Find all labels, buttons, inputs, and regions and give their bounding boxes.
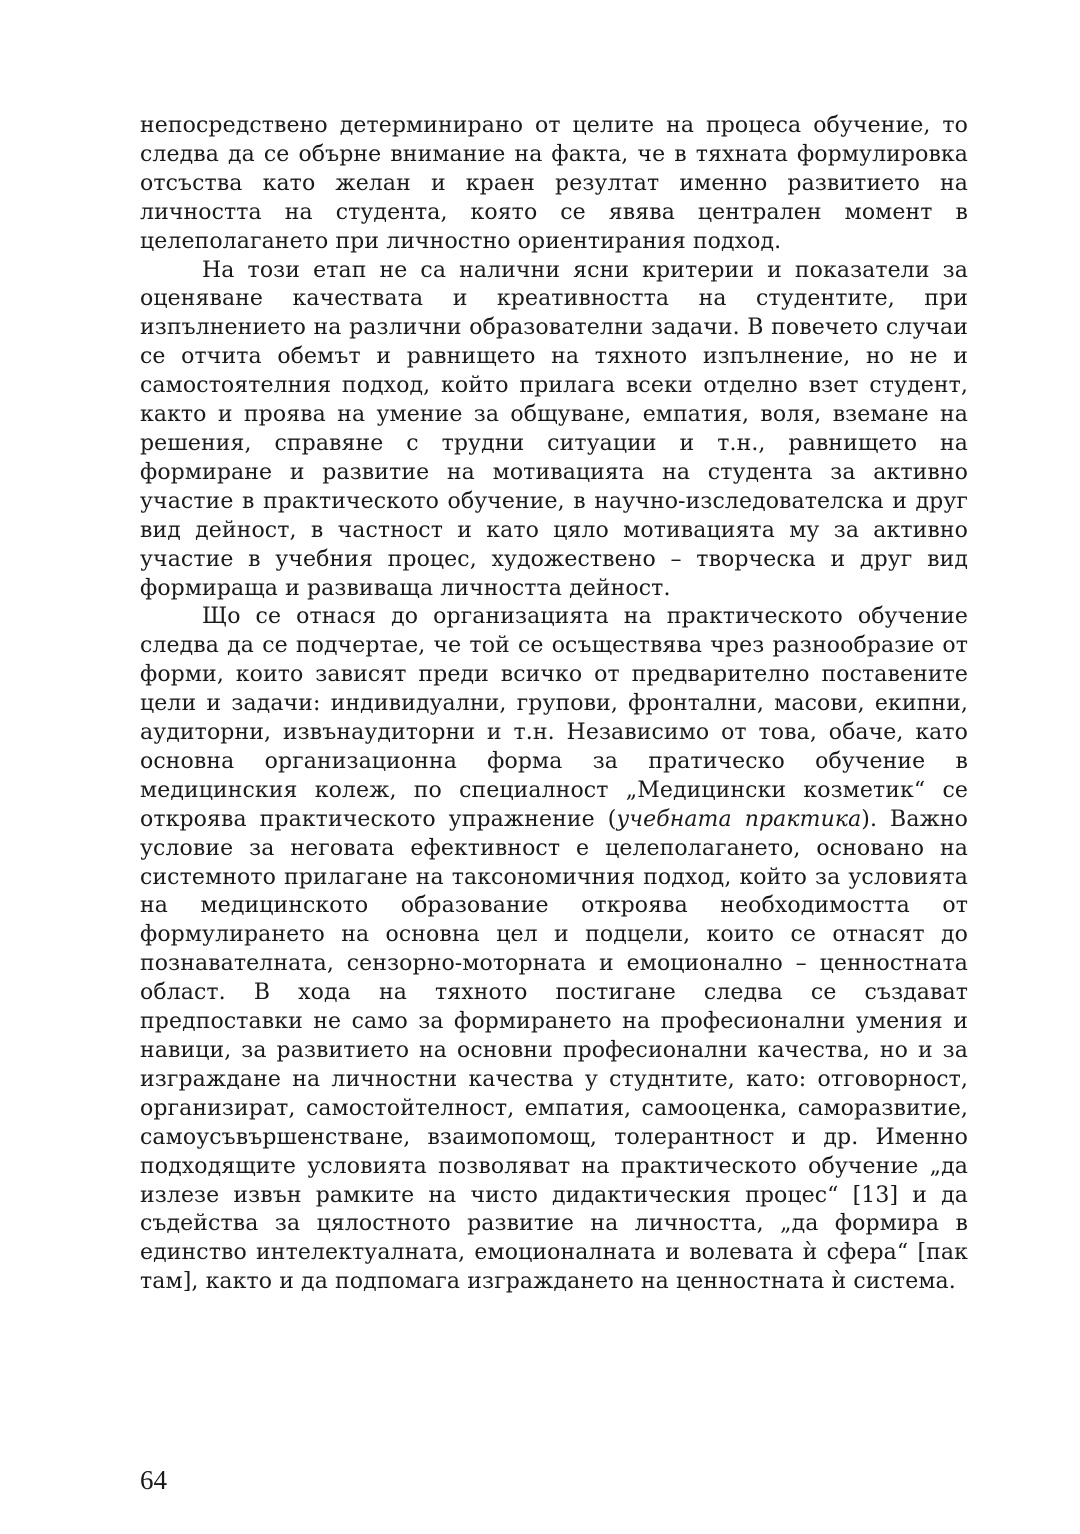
paragraph-assessment-criteria: На този етап не са налични ясни критерии и показатели за оценяване качествата и креативността на студентите, при изпълнението на различни образователни задачи. В повечето случаи се отчита обемът и равнището на тяхното изпълнение, но не и самостоятелния подход, който прилага всеки отделно взет студент, както и проява на умение за общуване, емпатия, воля, вземане на решения, справяне с трудни ситуации и т.н., равнището на формиране и развитие на мотивацията на студента за активно участие в практическото обучение, в научно-изследователска и друг вид дейност, в частност и като цяло мотивацията му за активно участие в учебния процес, художествено – творческа и друг вид формираща и развиваща личността дейност. (140, 257, 968, 601)
paragraph-italic-term: учебната практика (616, 806, 862, 832)
page-body (140, 112, 968, 1297)
paragraph-continuation: непосредствено детерминирано от целите на процеса обучение, то следва да се обърне внимание на факта, че в тяхната формулировка отсъства като желан и краен резултат именно развитието на личността на студента, която се явява централен момент в целеполагането при личностно ориентирания подход. (140, 113, 968, 254)
page-number: 64 (140, 1465, 167, 1495)
paragraph-text-end: ). Важно условие за неговата ефективност е целеполагането, основано на системното прилагане на таксономичния подход, който за условията на медицинското образование откроява необходимостта от формулирането на основна цел и подцели, които се отнасят до познавателната, сензорно-моторната и емоционално – ценностната област. В хода на тяхното постигане следва се създават предпоставки не само за формирането на професионални умения и навици, за развитието на основни професионални качества, но и за изграждане на личностни качества у студнтите, като: отговорност, организират, самостойтелност, емпатия, самооценка, саморазвитие, самоусъвършенстване, взаимопомощ, толерантност и др. Именно подходящите условията позволяват на практическото обучение „да излезе извън рамките на чисто дидактическия процес“ [13] и да съдейства за цялостното развитие на личността, „да формира в единство интелектуалната, емоционалната и волевата ѝ сфера“ [пак там], както и да подпомага изграждането на ценностната ѝ система. (140, 806, 968, 1295)
paragraph-practical-training (140, 603, 968, 1297)
paragraph-text-start: Що се отнася до организацията на практическото обучение следва да се подчертае, че той се осъществява чрез разнообразие от форми, които зависят преди всичко от предварително поставените цели и задачи: индивидуални, групови, фронтални, масови, екипни, аудиторни, извънаудиторни и т.н. Независимо от това, обаче, като основна организационна форма за пратическо обучение в медицинския колеж, по специалност „Медицински козметик“ се откроява практическото упражнение ( (140, 604, 968, 832)
